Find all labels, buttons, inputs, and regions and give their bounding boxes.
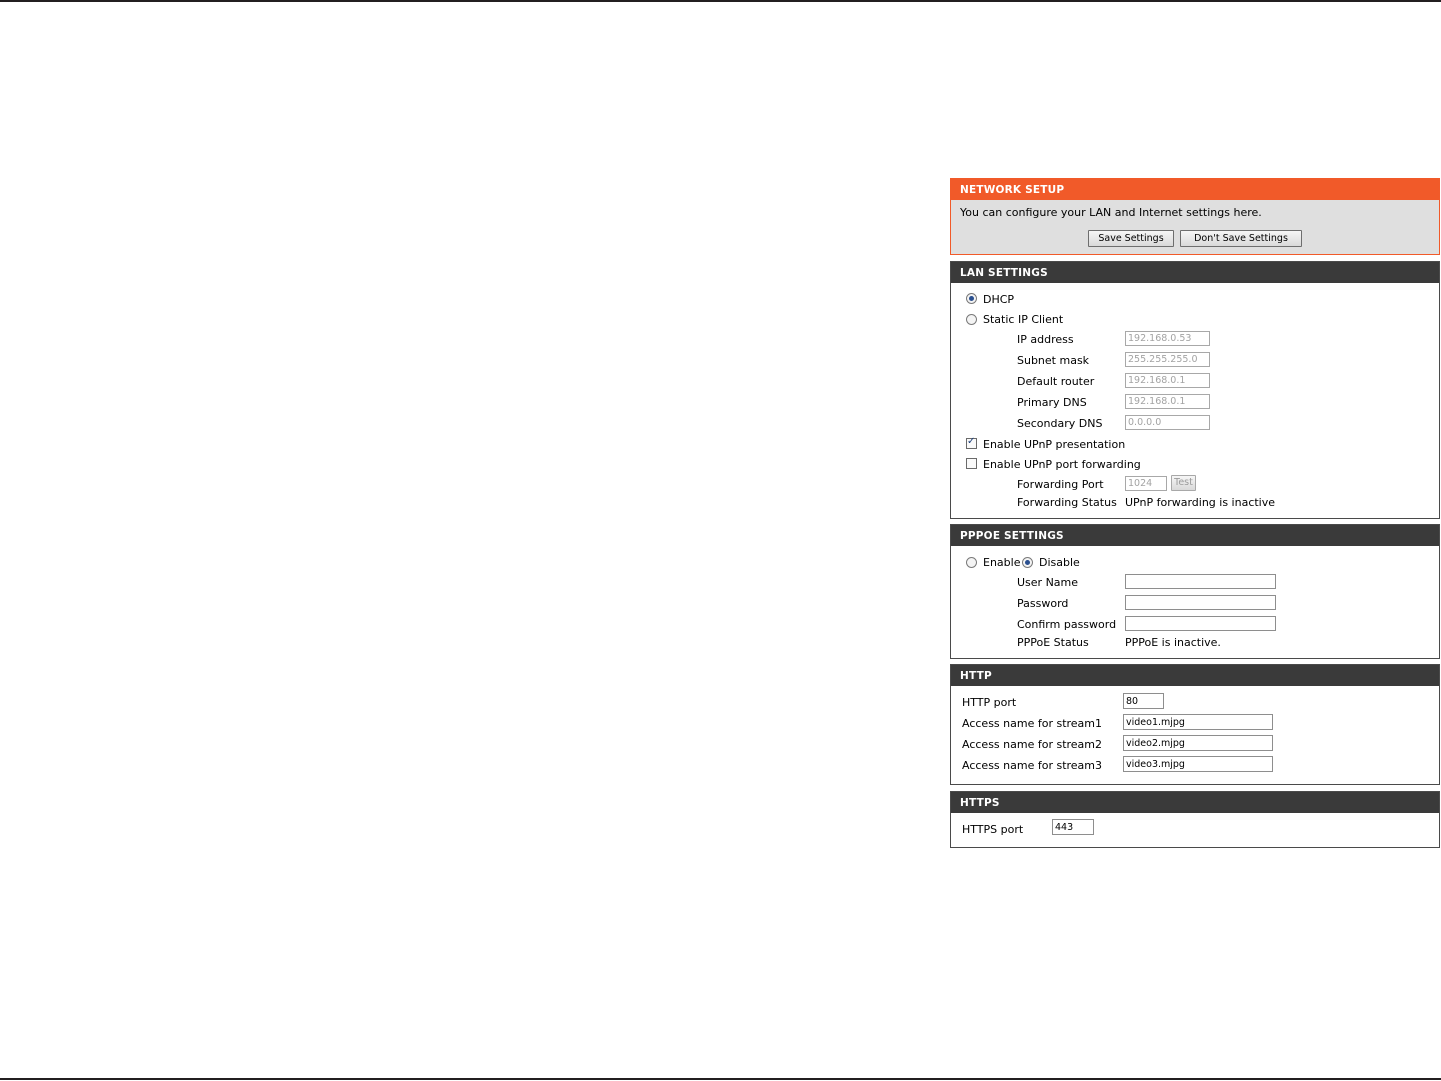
network-setup-title: NETWORK SETUP (951, 179, 1439, 200)
http-port-field[interactable] (1123, 693, 1164, 709)
network-setup-panel (950, 178, 1440, 255)
default-router-label: Default router (1017, 375, 1095, 388)
dont-save-settings-button[interactable]: Don't Save Settings (1180, 230, 1302, 247)
upnp-forwarding-checkbox[interactable] (966, 458, 977, 469)
ip-address-label: IP address (1017, 333, 1074, 346)
pppoe-settings-panel (950, 524, 1440, 659)
password-field[interactable] (1125, 595, 1276, 610)
http-title: HTTP (951, 665, 1439, 686)
upnp-presentation-checkbox[interactable] (966, 438, 977, 449)
dhcp-label: DHCP (983, 293, 1015, 306)
lan-settings-title: LAN SETTINGS (951, 262, 1439, 283)
lan-settings-panel (950, 261, 1440, 519)
stream3-field[interactable] (1123, 756, 1273, 772)
http-panel (950, 664, 1440, 785)
forwarding-port-field[interactable] (1125, 476, 1167, 491)
user-name-field[interactable] (1125, 574, 1276, 589)
user-name-label: User Name (1017, 576, 1079, 589)
forwarding-status-label: Forwarding Status (1017, 496, 1117, 509)
default-router-field[interactable] (1125, 373, 1210, 388)
ip-address-field[interactable] (1125, 331, 1210, 346)
stream3-label: Access name for stream3 (962, 759, 1103, 772)
stream2-field[interactable] (1123, 735, 1273, 751)
pppoe-status-label: PPPoE Status (1017, 636, 1089, 649)
top-rule (0, 0, 1441, 2)
stream1-field[interactable] (1123, 714, 1273, 730)
primary-dns-field[interactable] (1125, 394, 1210, 409)
dhcp-radio[interactable] (966, 293, 977, 304)
confirm-password-field[interactable] (1125, 616, 1276, 631)
stream1-label: Access name for stream1 (962, 717, 1103, 730)
upnp-presentation-label: Enable UPnP presentation (983, 438, 1126, 451)
secondary-dns-field[interactable] (1125, 415, 1210, 430)
pppoe-disable-label: Disable (1039, 556, 1080, 569)
primary-dns-label: Primary DNS (1017, 396, 1087, 409)
https-title: HTTPS (951, 792, 1439, 813)
pppoe-disable-radio[interactable] (1022, 557, 1033, 568)
https-panel (950, 791, 1440, 848)
confirm-password-label: Confirm password (1017, 618, 1117, 631)
static-ip-label: Static IP Client (983, 313, 1064, 326)
secondary-dns-label: Secondary DNS (1017, 417, 1103, 430)
network-setup-description: You can configure your LAN and Internet settings here. (960, 206, 1262, 219)
upnp-forwarding-label: Enable UPnP port forwarding (983, 458, 1141, 471)
subnet-mask-label: Subnet mask (1017, 354, 1090, 367)
bottom-rule (0, 1078, 1441, 1080)
pppoe-status-value: PPPoE is inactive. (1125, 636, 1221, 649)
test-button[interactable]: Test (1171, 475, 1196, 491)
stream2-label: Access name for stream2 (962, 738, 1103, 751)
static-ip-radio[interactable] (966, 314, 977, 325)
password-label: Password (1017, 597, 1069, 610)
pppoe-enable-radio[interactable] (966, 557, 977, 568)
pppoe-settings-title: PPPOE SETTINGS (951, 525, 1439, 546)
https-port-field[interactable] (1052, 819, 1094, 835)
forwarding-status-value: UPnP forwarding is inactive (1125, 496, 1276, 509)
forwarding-port-label: Forwarding Port (1017, 478, 1104, 491)
http-port-label: HTTP port (962, 696, 1017, 709)
https-port-label: HTTPS port (962, 823, 1024, 836)
save-settings-button[interactable]: Save Settings (1088, 230, 1174, 247)
pppoe-enable-label: Enable (983, 556, 1021, 569)
subnet-mask-field[interactable] (1125, 352, 1210, 367)
